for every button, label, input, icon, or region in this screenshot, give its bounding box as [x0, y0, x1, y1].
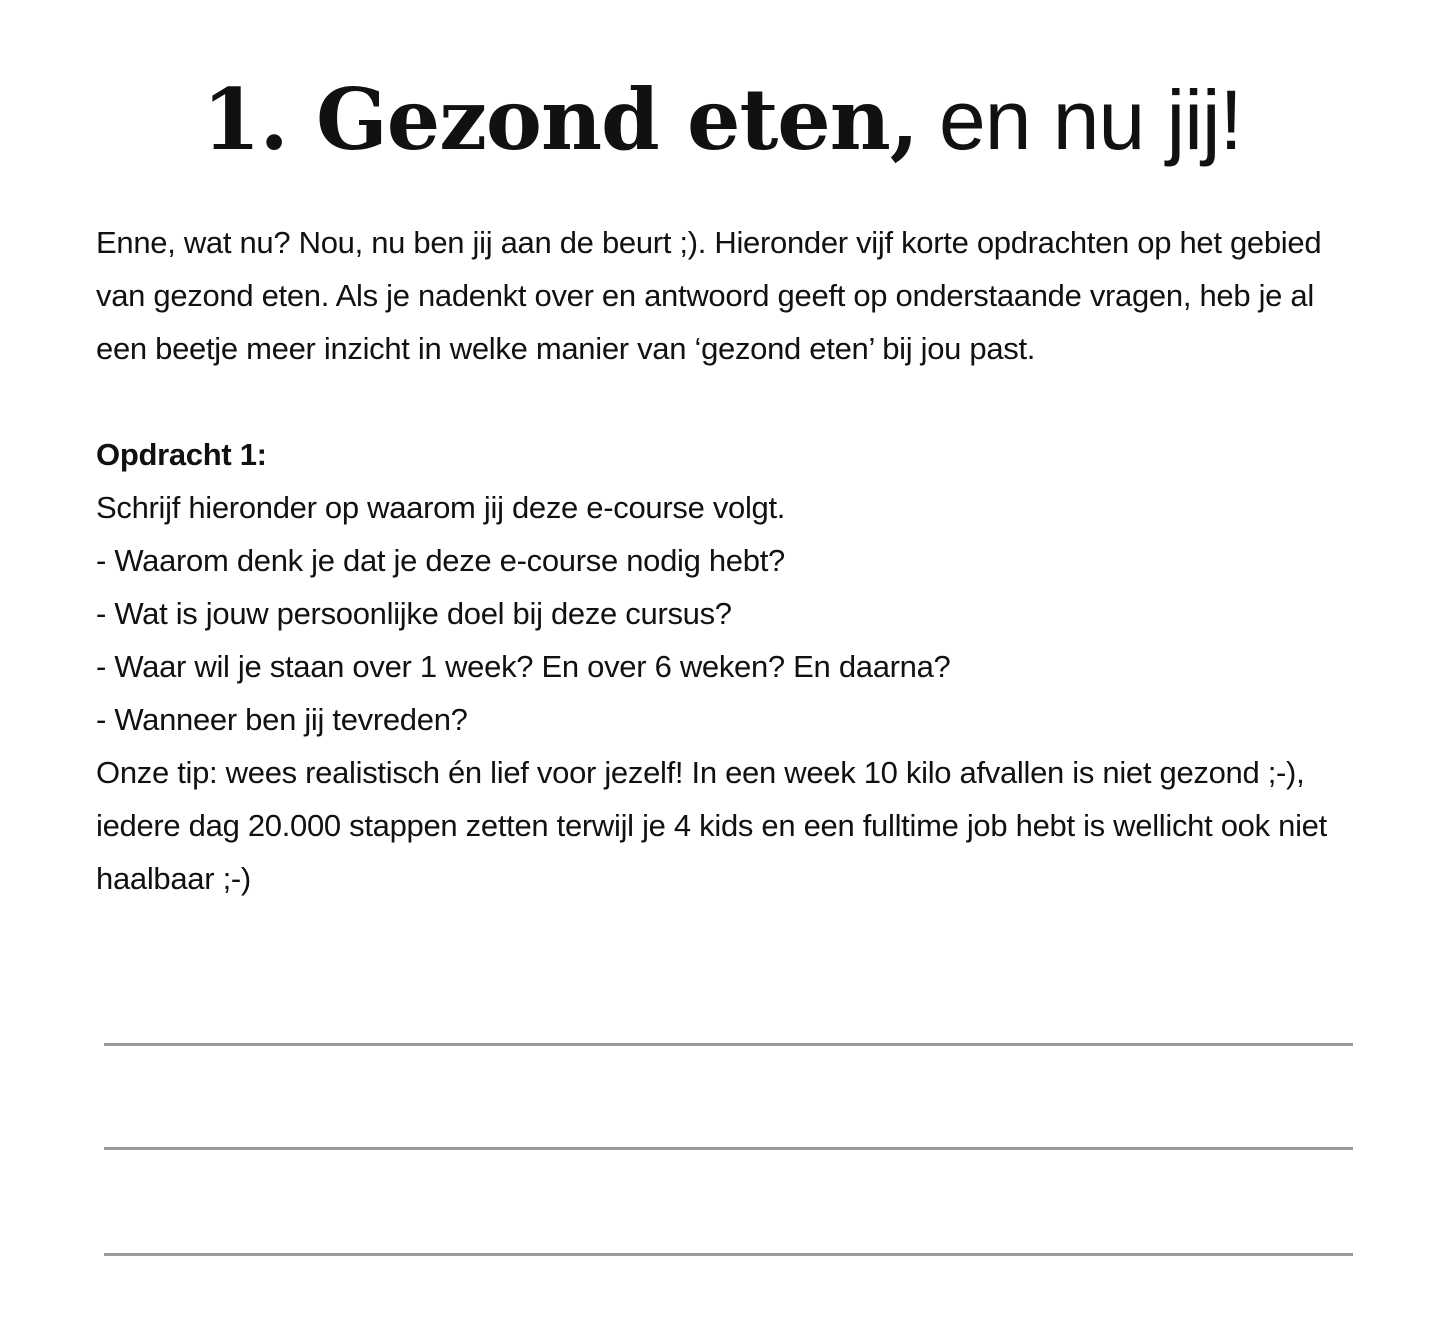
page-title — [0, 70, 1444, 173]
worksheet-content — [96, 216, 1366, 905]
assignment-question: - Wanneer ben jij tevreden? — [96, 702, 468, 737]
title-bold-part: 1. Gezond eten, — [202, 70, 919, 169]
answer-line-1[interactable] — [104, 1043, 1353, 1046]
answer-line-2[interactable] — [104, 1147, 1353, 1150]
assignment-question: - Wat is jouw persoonlijke doel bij deze cursus? — [96, 596, 732, 631]
assignment-instruction: Schrijf hieronder op waarom jij deze e-course volgt. — [96, 490, 786, 525]
intro-paragraph: Enne, wat nu? Nou, nu ben jij aan de beurt ;). Hieronder vijf korte opdrachten op het gebied van gezond eten. Als je nadenkt over en antwoord geeft op onderstaande vragen, heb je al een beetje meer inzicht in welke manier van ‘gezond eten’ bij jou past. — [96, 225, 1322, 366]
assignment-tip: Onze tip: wees realistisch én lief voor jezelf! In een week 10 kilo afvallen is niet gezond ;-), iedere dag 20.000 stappen zetten terwijl je 4 kids en een fulltime job hebt is wellicht ook niet haalbaar ;-) — [96, 755, 1327, 896]
answer-line-3[interactable] — [104, 1253, 1353, 1256]
assignment-question: - Waar wil je staan over 1 week? En over 6 weken? En daarna? — [96, 649, 951, 684]
title-light-part: en nu jij! — [939, 73, 1242, 167]
assignment-question: - Waarom denk je dat je deze e-course nodig hebt? — [96, 543, 785, 578]
assignment-heading: Opdracht 1: — [96, 437, 267, 472]
